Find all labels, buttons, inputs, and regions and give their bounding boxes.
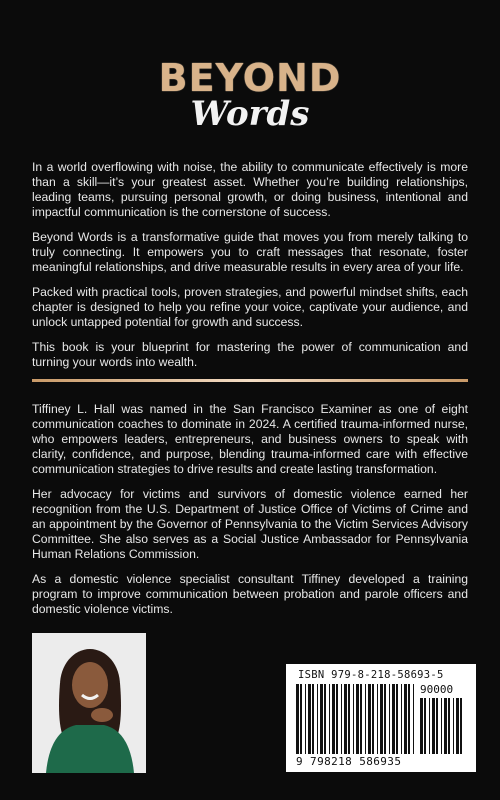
isbn-barcode: [286, 664, 476, 772]
title-main: BEYOND: [158, 56, 342, 100]
blurb-paragraph: Beyond Words is a transformative guide that moves you from merely talking to truly connecting. It empowers you to craft messages that resonate, foster meaningful relationships, and drive measurable results in every area of your life.: [32, 230, 468, 274]
bio-paragraph: Her advocacy for victims and survivors of domestic violence earned her recognition from the U.S. Department of Justice Office of Victims of Crime and an appointment by the Governor of Pennsylvania to the Victim Services Advisory Committee. She also serves as a Social Justice Ambassador for Pennsylvania Human Relations Commission.: [32, 487, 468, 561]
bio-paragraph: Tiffiney L. Hall was named in the San Francisco Examiner as one of eight communication coaches to dominate in 2024. A certified trauma-informed nurse, who empowers leaders, entrepreneurs, and business owners to speak with clarity, confidence, and purpose, blending trauma-informed care with effective communication strategies to drive results and create lasting transformation.: [32, 402, 468, 476]
author-photo: [32, 633, 146, 773]
title-script: Words: [190, 94, 310, 134]
divider: [32, 379, 468, 382]
isbn-number: ISBN 979-8-218-58693-5: [298, 669, 444, 681]
book-blurb: [32, 160, 468, 380]
bio-paragraph: As a domestic violence specialist consultant Tiffiney developed a training program to improve communication between probation and parole officers and domestic violence victims.: [32, 572, 468, 616]
book-title: [0, 56, 500, 134]
blurb-paragraph: This book is your blueprint for mastering the power of communication and turning your words into wealth.: [32, 340, 468, 369]
price-code: 90000: [420, 683, 454, 696]
author-bio: [32, 402, 468, 627]
price-bars: [420, 698, 464, 754]
blurb-paragraph: Packed with practical tools, proven strategies, and powerful mindset shifts, each chapter is designed to help you refine your voice, captivate your audience, and unlock untapped potential for growth and success.: [32, 285, 468, 329]
ean-number: 9 798218 586935: [296, 755, 402, 768]
barcode-bars: [296, 684, 416, 754]
blurb-paragraph: In a world overflowing with noise, the ability to communicate effectively is more than a skill—it’s your greatest asset. Whether you’re building relationships, leading teams, pursuing personal growth, or doing business, intentional and impactful communication is the cornerstone of success.: [32, 160, 468, 219]
